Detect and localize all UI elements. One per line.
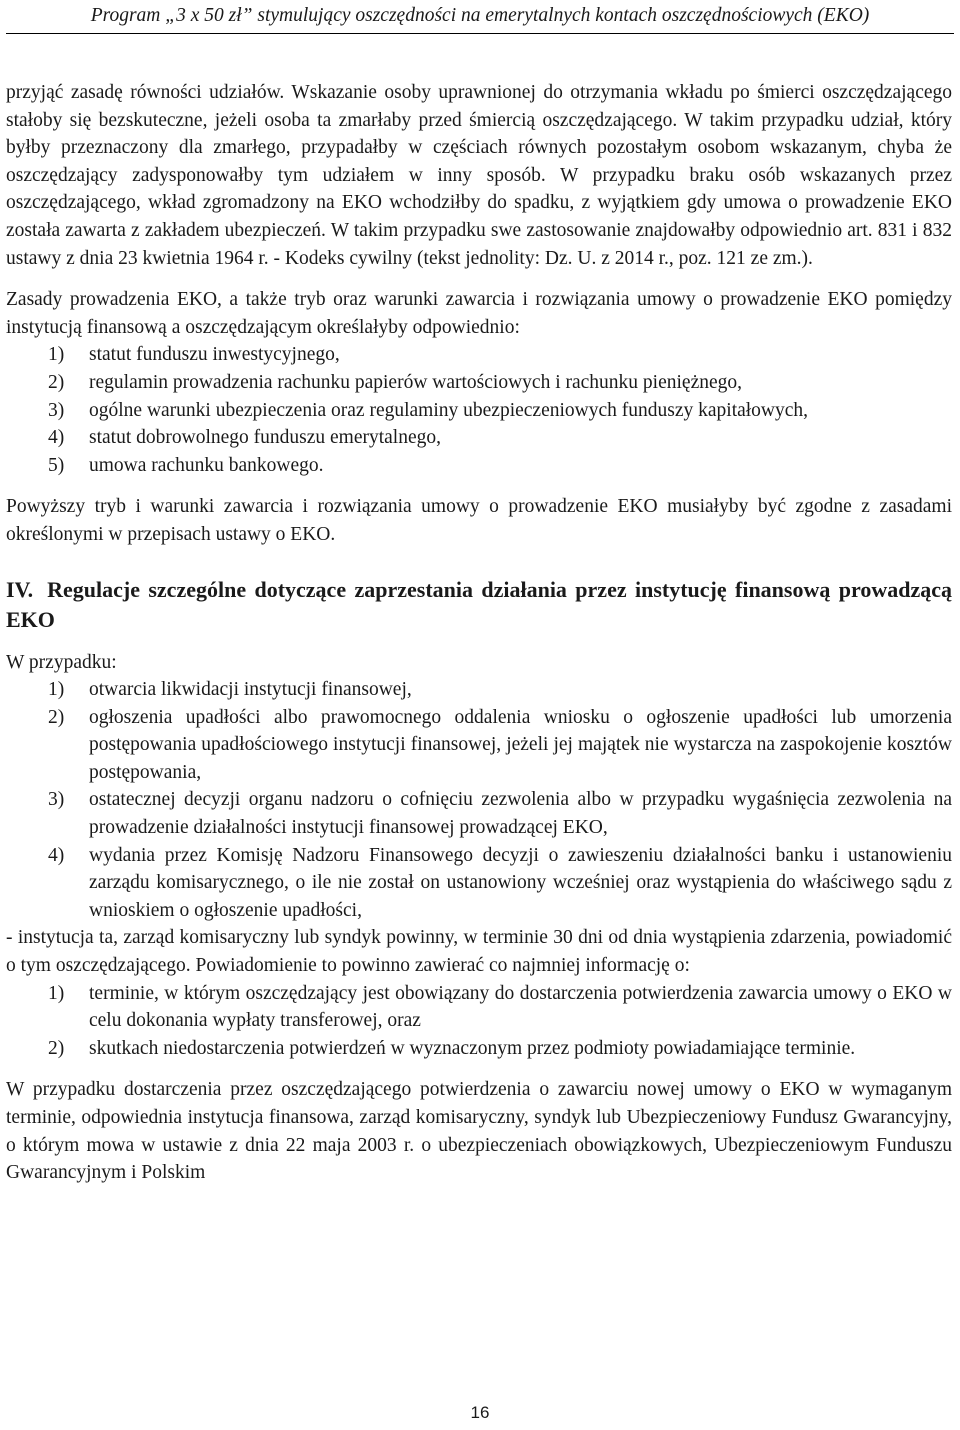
list-text: umowa rachunku bankowego.	[89, 454, 324, 476]
list-number: 2)	[48, 706, 65, 728]
paragraph-transfer: W przypadku dostarczenia przez oszczędzającego potwierdzenia o zawarciu nowej umowy o EKO w wymaganym terminie, odpowiednia instytucja finansowa, zarząd komisaryczny, syndyk lub Ubezpieczeniowy Fundusz Gwarancyjny, o którym mowa w ustawie z dnia 22 maja 2003 r. o ubezpieczeniach obowiązkowych, Ubezpieczeniowym Funduszu Gwarancyjnym i Polskim	[6, 1079, 952, 1184]
paragraph-inheritance: przyjąć zasadę równości udziałów. Wskazanie osoby uprawnionej do otrzymania wkładu po śmierci oszczędzającego stałoby się bezskuteczne, jeżeli osoba ta zmarłaby przed śmiercią oszczędzającego. W takim przypadku udział, który byłby przeznaczony dla zmarłego, przypadałby w częściach równych pozostałym osobom wskazanym, chyba że oszczędzający zadysponowałby tym udziałem w inny sposób. W przypadku braku osób wskazanych przez oszczędzającego, wkład zgromadzony na EKO wchodziłby do spadku, z wyjątkiem gdy umowa o prowadzenie EKO została zawarta z zakładem ubezpieczeń. W takim przypadku swe zastosowanie znajdowałby odpowiednio art. 831 i 832 ustawy z dnia 23 kwietnia 1964 r. - Kodeks cywilny (tekst jednolity: Dz. U. z 2014 r., poz. 121 ze zm.).	[6, 82, 952, 269]
list-text: ostatecznej decyzji organu nadzoru o cofnięciu zezwolenia albo w przypadku wygaśnięcia zezwolenia na prowadzenie działalności instytucji finansowej prowadzącej EKO,	[89, 789, 952, 839]
list-text: skutkach niedostarczenia potwierdzeń w wyznaczonym przez podmioty powiadamiające terminie.	[89, 1037, 856, 1059]
list-number: 5)	[48, 454, 65, 476]
list-text: wydania przez Komisję Nadzoru Finansowego decyzji o zawieszeniu działalności banku i ustanowieniu zarządu komisarycznego, o ile nie został on ustanowiony wcześniej oraz wystąpienia do właściwego sądu z wnioskiem o ogłoszenie upadłości,	[89, 844, 952, 921]
list-number: 4)	[48, 844, 65, 866]
list-text: statut dobrowolnego funduszu emerytalnego,	[89, 427, 441, 449]
list-item	[6, 980, 952, 1035]
list-item	[6, 452, 952, 480]
list-text: otwarcia likwidacji instytucji finansowej,	[89, 679, 412, 701]
list-cases	[6, 676, 952, 924]
list-number: 2)	[48, 371, 65, 393]
list-notification-info	[6, 980, 952, 1063]
section-number: IV.	[6, 576, 34, 602]
list-number: 1)	[48, 679, 65, 701]
list-number: 3)	[48, 399, 65, 421]
list-text: ogólne warunki ubezpieczenia oraz regulaminy ubezpieczeniowych funduszy kapitałowych,	[89, 399, 809, 421]
list-item	[6, 842, 952, 925]
list-item	[6, 397, 952, 425]
paragraph-rules-intro: Zasady prowadzenia EKO, a także tryb oraz warunki zawarcia i rozwiązania umowy o prowadzenie EKO pomiędzy instytucją finansową a oszczędzającym określałyby odpowiednio:	[6, 289, 952, 338]
paragraph-cases-intro: W przypadku:	[6, 651, 117, 673]
list-number: 4)	[48, 427, 65, 449]
list-number: 2)	[48, 1037, 65, 1059]
list-item	[6, 341, 952, 369]
running-header: Program „3 x 50 zł” stymulujący oszczędności na emerytalnych kontach oszczędnościowych (EKO)	[90, 5, 870, 26]
section-heading	[6, 575, 952, 635]
list-number: 3)	[48, 789, 65, 811]
list-number: 1)	[48, 344, 65, 366]
page-number: 16	[470, 1403, 490, 1422]
paragraph-conditions: Powyższy tryb i warunki zawarcia i rozwiązania umowy o prowadzenie EKO musiałyby być zgodne z zasadami określonymi w przepisach ustawy o EKO.	[6, 496, 952, 545]
list-item	[6, 676, 952, 704]
list-text: statut funduszu inwestycyjnego,	[89, 344, 340, 366]
list-item	[6, 1035, 952, 1063]
list-text: ogłoszenia upadłości albo prawomocnego oddalenia wniosku o ogłoszenie upadłości lub umorzenia postępowania upadłościowego instytucji finansowej, jeżeli jej majątek nie wystarcza na zaspokojenie kosztów postępowania,	[89, 706, 952, 783]
section-title: Regulacje szczególne dotyczące zaprzestania działania przez instytucję finansową prowadzącą EKO	[6, 576, 952, 632]
list-text: terminie, w którym oszczędzający jest obowiązany do dostarczenia potwierdzenia zawarcia umowy o EKO w celu dokonania wypłaty transferowej, oraz	[89, 982, 952, 1032]
list-number: 1)	[48, 982, 65, 1004]
list-text: regulamin prowadzenia rachunku papierów wartościowych i rachunku pieniężnego,	[89, 371, 743, 393]
list-item	[6, 424, 952, 452]
list-item	[6, 786, 952, 841]
list-documents	[6, 341, 952, 479]
header-divider	[6, 33, 954, 34]
list-item	[6, 704, 952, 787]
paragraph-notification: - instytucja ta, zarząd komisaryczny lub syndyk powinny, w terminie 30 dni od dnia wystąpienia zdarzenia, powiadomić o tym oszczędzającego. Powiadomienie to powinno zawierać co najmniej informację o:	[6, 927, 952, 977]
document-body	[6, 79, 952, 1187]
list-item	[6, 369, 952, 397]
